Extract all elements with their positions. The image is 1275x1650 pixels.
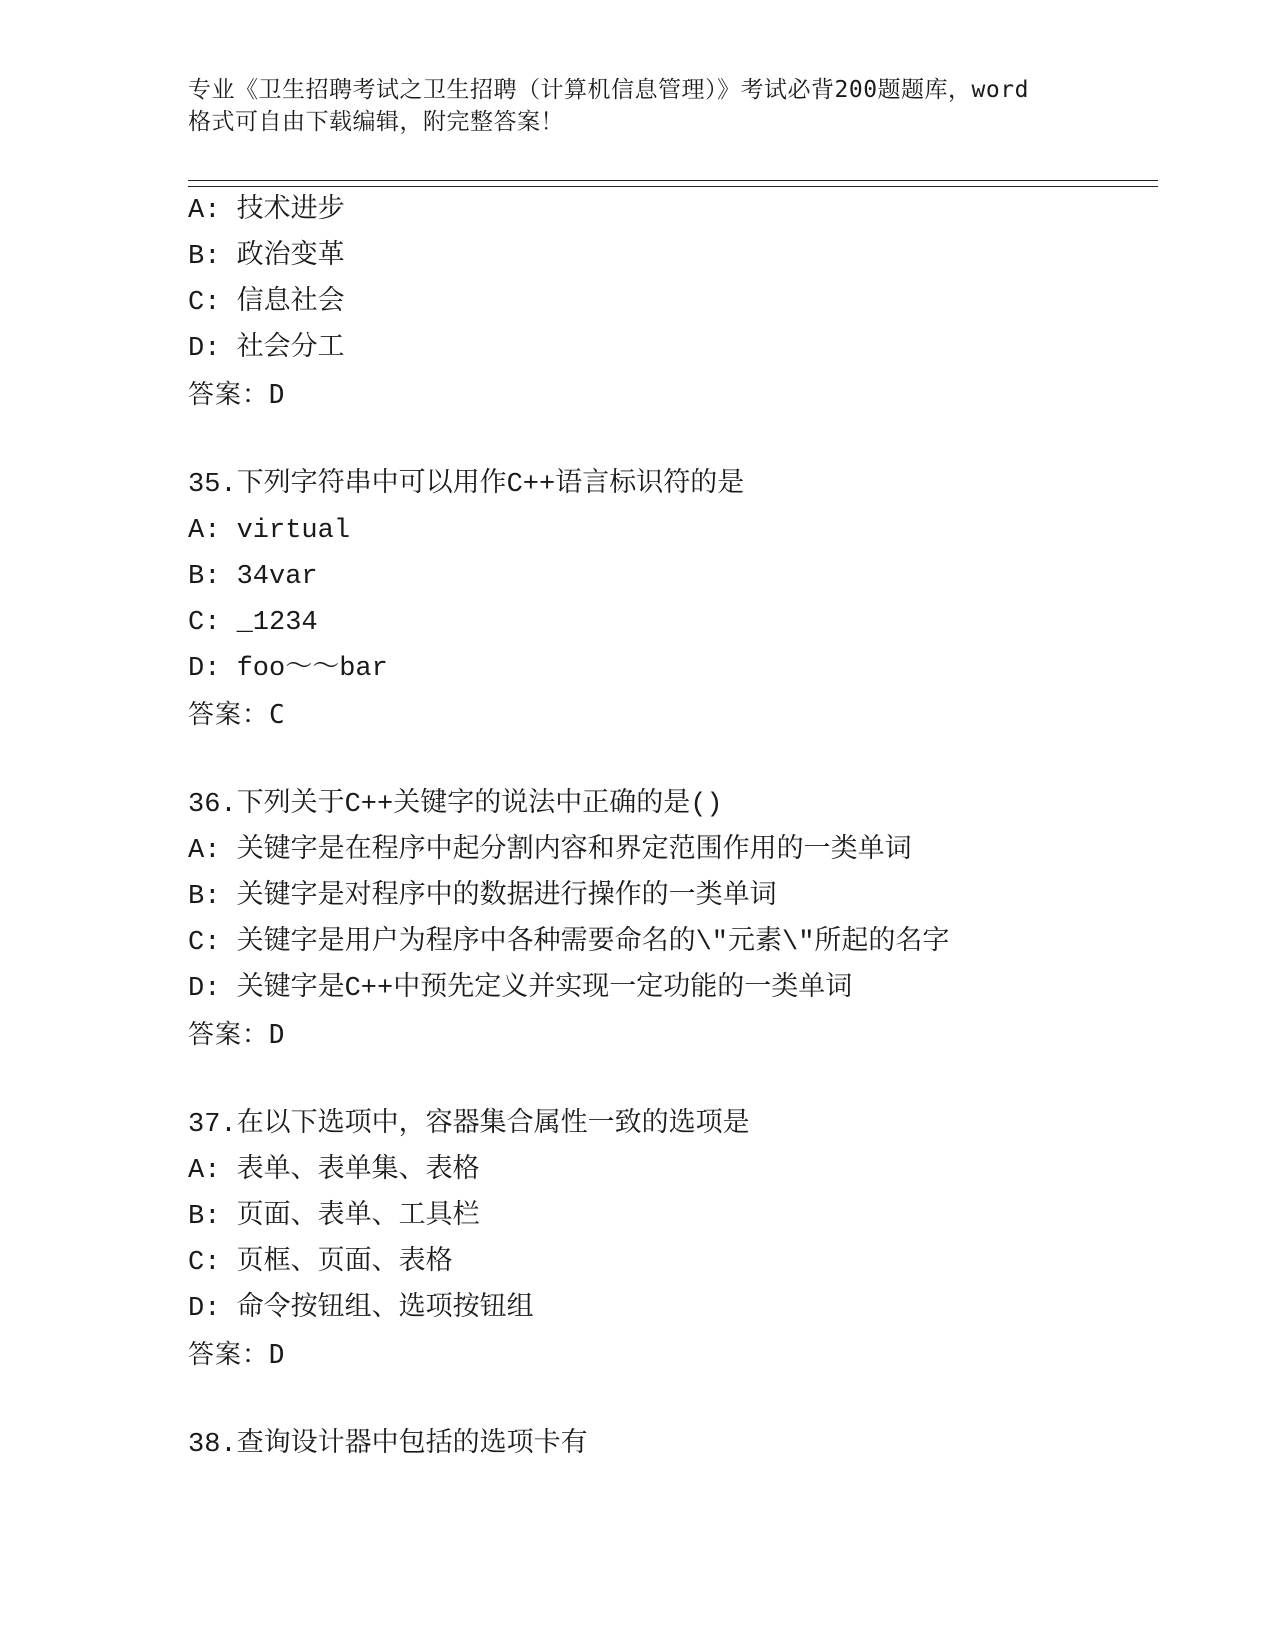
answer: 答案：D bbox=[188, 1020, 286, 1050]
option-b: B: 关键字是对程序中的数据进行操作的一类单词 bbox=[188, 882, 777, 912]
option-d: D: 命令按钮组、选项按钮组 bbox=[188, 1294, 534, 1324]
answer: 答案：D bbox=[188, 380, 286, 410]
spacer bbox=[188, 1058, 1188, 1102]
option-a: A: 表单、表单集、表格 bbox=[188, 1156, 480, 1186]
question-36 bbox=[188, 782, 1188, 1058]
spacer bbox=[188, 418, 1188, 462]
question-text: 35.下列字符串中可以用作C++语言标识符的是 bbox=[188, 470, 745, 500]
option-a: A: 关键字是在程序中起分割内容和界定范围作用的一类单词 bbox=[188, 836, 912, 866]
question-37 bbox=[188, 1102, 1188, 1378]
answer: 答案：C bbox=[188, 700, 286, 730]
answer: 答案：D bbox=[188, 1340, 286, 1370]
option-c: C: 信息社会 bbox=[188, 288, 345, 318]
question-34 bbox=[188, 188, 1188, 418]
option-a: A: virtual bbox=[188, 516, 351, 546]
option-b: B: 页面、表单、工具栏 bbox=[188, 1202, 480, 1232]
document-header bbox=[188, 74, 1088, 138]
option-d: D: 社会分工 bbox=[188, 334, 345, 364]
option-c: C: 关键字是用户为程序中各种需要命名的\"元素\"所起的名字 bbox=[188, 928, 950, 958]
question-text: 36.下列关于C++关键字的说法中正确的是() bbox=[188, 790, 723, 820]
header-line-1: 专业《卫生招聘考试之卫生招聘（计算机信息管理）》考试必背200题题库，word bbox=[188, 77, 1029, 103]
option-a: A: 技术进步 bbox=[188, 196, 345, 226]
option-c: C: _1234 bbox=[188, 608, 318, 638]
option-d: D: foo～～bar bbox=[188, 654, 388, 684]
question-list bbox=[188, 188, 1188, 1468]
question-35 bbox=[188, 462, 1188, 738]
header-line-2: 格式可自由下载编辑，附完整答案！ bbox=[188, 109, 564, 135]
header-divider-top bbox=[188, 180, 1158, 181]
option-b: B: 34var bbox=[188, 562, 318, 592]
option-c: C: 页框、页面、表格 bbox=[188, 1248, 453, 1278]
question-text: 38.查询设计器中包括的选项卡有 bbox=[188, 1430, 588, 1460]
question-text: 37.在以下选项中，容器集合属性一致的选项是 bbox=[188, 1110, 750, 1140]
question-38 bbox=[188, 1422, 1188, 1468]
option-d: D: 关键字是C++中预先定义并实现一定功能的一类单词 bbox=[188, 974, 853, 1004]
spacer bbox=[188, 1378, 1188, 1422]
option-b: B: 政治变革 bbox=[188, 242, 345, 272]
spacer bbox=[188, 738, 1188, 782]
header-divider-bottom bbox=[188, 186, 1158, 187]
